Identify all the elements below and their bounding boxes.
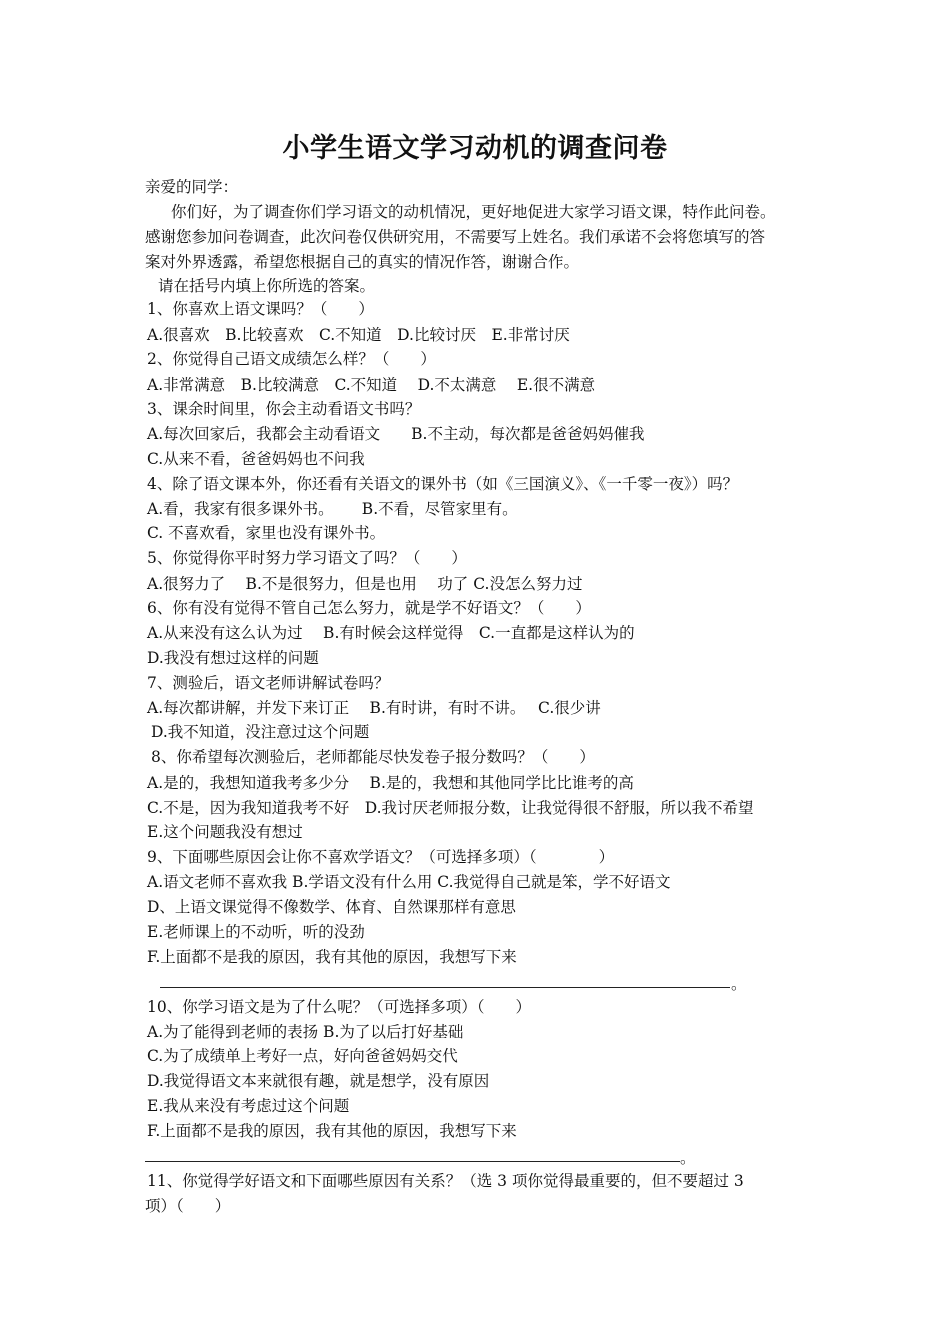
question-3: 3、课余时间里，你会主动看语文书吗？ bbox=[147, 400, 421, 418]
question-11-cont: 项）（ ） bbox=[145, 1197, 231, 1215]
question-10-option-d: D.我觉得语文本来就很有趣，就是想学，没有原因 bbox=[147, 1072, 490, 1090]
question-3-option-ab: A.每次回家后，我都会主动看语文 B.不主动，每次都是爸爸妈妈催我 bbox=[147, 425, 645, 443]
question-11: 11、你觉得学好语文和下面哪些原因有关系？（选 3 项你觉得最重要的，但不要超过 3 bbox=[147, 1172, 744, 1190]
question-10-option-e: E.我从来没有考虑过这个问题 bbox=[147, 1097, 350, 1115]
question-3-option-c: C.从来不看，爸爸妈妈也不问我 bbox=[147, 450, 365, 468]
question-5: 5、你觉得你平时努力学习语文了吗？（ ） bbox=[147, 549, 467, 567]
question-4-option-ab: A.看，我家有很多课外书。 B.不看，尽管家里有。 bbox=[147, 500, 518, 518]
question-10-answer-line[interactable] bbox=[145, 1161, 680, 1162]
question-9-option-d: D、上语文课觉得不像数学、体育、自然课那样有意思 bbox=[147, 898, 516, 916]
question-5-options: A.很努力了 B.不是很努力，但是也用 功了 C.没怎么努力过 bbox=[147, 575, 583, 593]
question-10-option-f: F.上面都不是我的原因，我有其他的原因，我想写下来 bbox=[147, 1122, 517, 1140]
question-8-option-e: E.这个问题我没有想过 bbox=[147, 823, 303, 841]
question-9: 9、下面哪些原因会让你不喜欢学语文？（可选择多项）（ ） bbox=[147, 848, 615, 866]
question-6-option-d: D.我没有想过这样的问题 bbox=[147, 649, 319, 667]
page-title: 小学生语文学习动机的调查问卷 bbox=[282, 133, 668, 164]
intro-line-1: 你们好，为了调查你们学习语文的动机情况，更好地促进大家学习语文课，特作此问卷。 bbox=[171, 203, 776, 221]
question-6-option-abc: A.从来没有这么认为过 B.有时候会这样觉得 C.一直都是这样认为的 bbox=[147, 624, 635, 642]
question-9-end-mark: 。 bbox=[731, 975, 747, 993]
question-1-options: A.很喜欢 B.比较喜欢 C.不知道 D.比较讨厌 E.非常讨厌 bbox=[147, 326, 570, 344]
question-4-option-c: C. 不喜欢看，家里也没有课外书。 bbox=[147, 524, 386, 542]
question-4: 4、除了语文课本外，你还看有关语文的课外书（如《三国演义》、《一千零一夜》）吗？ bbox=[147, 475, 739, 493]
greeting: 亲爱的同学： bbox=[145, 178, 239, 196]
question-1: 1、你喜欢上语文课吗？（ ） bbox=[147, 300, 374, 318]
question-10: 10、你学习语文是为了什么呢？（可选择多项）（ ） bbox=[147, 998, 531, 1016]
question-7-option-abc: A.每次都讲解，并发下来订正 B.有时讲，有时不讲。 C.很少讲 bbox=[147, 699, 601, 717]
question-10-end-mark: 。 bbox=[680, 1149, 696, 1167]
instruction: 请在括号内填上你所选的答案。 bbox=[158, 277, 376, 295]
question-2-options: A.非常满意 B.比较满意 C.不知道 D.不太满意 E.很不满意 bbox=[147, 376, 596, 394]
question-8-option-ab: A.是的，我想知道我考多少分 B.是的，我想和其他同学比比谁考的高 bbox=[147, 774, 634, 792]
intro-line-2: 感谢您参加问卷调查，此次问卷仅供研究用，不需要写上姓名。我们承诺不会将您填写的答 bbox=[145, 228, 766, 246]
question-9-answer-line[interactable] bbox=[160, 987, 730, 988]
question-2: 2、你觉得自己语文成绩怎么样？（ ） bbox=[147, 350, 436, 368]
question-6: 6、你有没有觉得不管自己怎么努力，就是学不好语文？（ ） bbox=[147, 599, 591, 617]
question-10-option-c: C.为了成绩单上考好一点，好向爸爸妈妈交代 bbox=[147, 1047, 458, 1065]
question-8: 8、你希望每次测验后，老师都能尽快发卷子报分数吗？（ ） bbox=[151, 748, 595, 766]
question-7-option-d: D.我不知道，没注意过这个问题 bbox=[151, 723, 370, 741]
intro-line-3: 案对外界透露，希望您根据自己的真实的情况作答，谢谢合作。 bbox=[145, 253, 580, 271]
question-9-option-f: F.上面都不是我的原因，我有其他的原因，我想写下来 bbox=[147, 948, 517, 966]
question-9-option-abc: A.语文老师不喜欢我 B.学语文没有什么用 C.我觉得自己就是笨，学不好语文 bbox=[147, 873, 671, 891]
question-10-option-ab: A.为了能得到老师的表扬 B.为了以后打好基础 bbox=[147, 1023, 464, 1041]
question-9-option-e: E.老师课上的不动听，听的没劲 bbox=[147, 923, 365, 941]
question-8-option-cd: C.不是，因为我知道我考不好 D.我讨厌老师报分数，让我觉得很不舒服，所以我不希望 bbox=[147, 799, 754, 817]
question-7: 7、测验后，语文老师讲解试卷吗？ bbox=[147, 674, 390, 692]
